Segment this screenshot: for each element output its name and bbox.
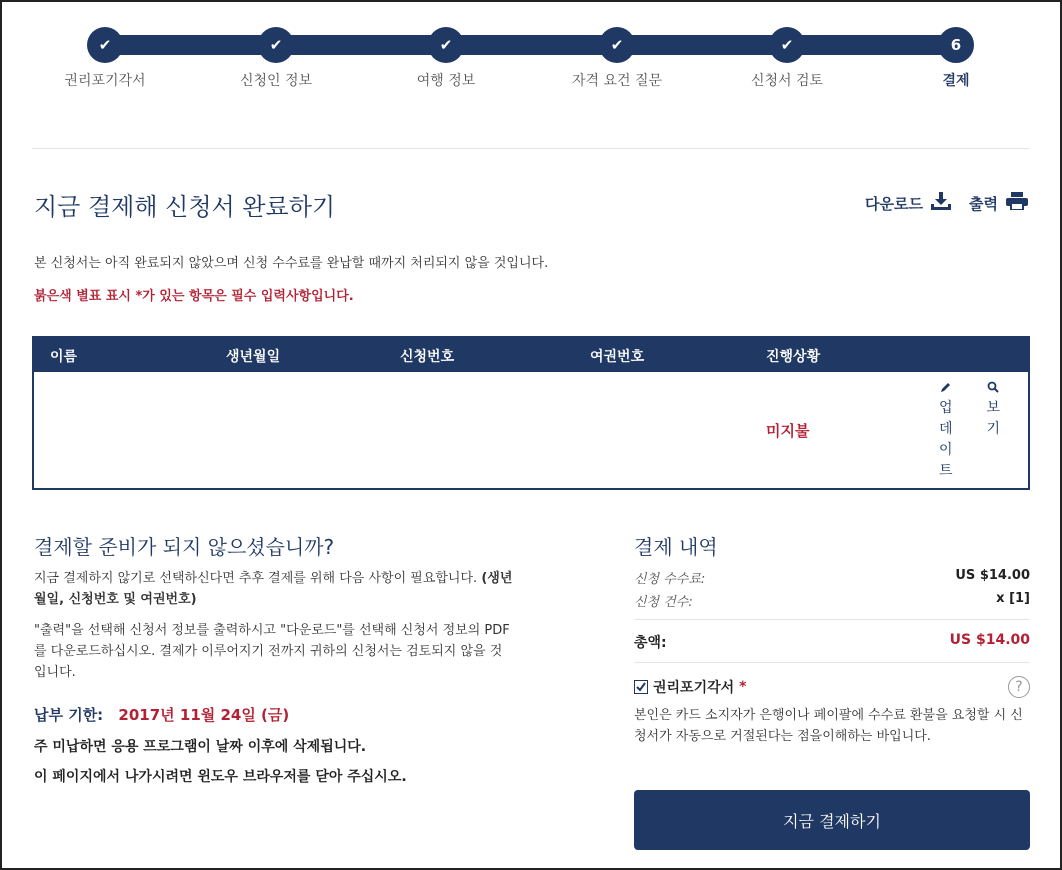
required-info-text: (생년월일, 신청번호 및 여권번호) bbox=[34, 571, 513, 607]
not-ready-text-main: 지금 결제하지 않기로 선택하신다면 추후 결제를 위해 다음 사항이 필요합니다. bbox=[34, 571, 478, 586]
update-button[interactable] bbox=[939, 380, 953, 482]
close-browser-note: 이 페이지에서 나가시려면 윈도우 브라우저를 닫아 주십시오. bbox=[34, 769, 407, 785]
checkmark-icon bbox=[635, 681, 647, 693]
step-check-icon: ✔ bbox=[258, 27, 294, 63]
column-header-name: 이름 bbox=[50, 349, 78, 365]
deletion-warning: 주 미납하면 응용 프로그램이 날짜 이후에 삭제됩니다. bbox=[34, 739, 367, 755]
step-check-icon: ✔ bbox=[428, 27, 464, 63]
toolbar bbox=[865, 192, 1028, 214]
not-ready-heading: 결제할 준비가 되지 않으셨습니까? bbox=[34, 535, 335, 559]
download-icon bbox=[931, 192, 951, 214]
applications-table bbox=[32, 336, 1030, 490]
waiver-text: 본인은 카드 소지자가 은행이나 페이팔에 수수료 환불을 요청할 시 신청서가 자동으로 거절된다는 점을이해하는 바입니다. bbox=[634, 708, 1023, 744]
step-label: 권리포기각서 bbox=[64, 73, 146, 89]
total-value: US $14.00 bbox=[949, 632, 1030, 648]
step-applicant-info[interactable] bbox=[201, 27, 351, 90]
view-label: 보 기 bbox=[986, 400, 1001, 437]
waiver-checkbox-row bbox=[634, 677, 746, 697]
status-badge: 미지불 bbox=[766, 422, 810, 440]
step-label: 결제 bbox=[942, 73, 970, 89]
fee-row bbox=[634, 568, 1030, 587]
update-label: 업 데 이 트 bbox=[939, 400, 953, 479]
divider bbox=[634, 619, 1030, 620]
table-header bbox=[34, 338, 1028, 372]
print-button[interactable] bbox=[969, 192, 1028, 214]
total-label: 총액: bbox=[634, 635, 667, 651]
count-value: x [1] bbox=[996, 591, 1030, 606]
divider bbox=[32, 148, 1030, 149]
fee-label: 신청 수수료: bbox=[634, 572, 706, 587]
incomplete-notice: 본 신청서는 아직 완료되지 않았으며 신청 수수료를 완납할 때까지 처리되지 않을 것입니다. bbox=[34, 256, 549, 271]
total-row bbox=[634, 632, 1030, 652]
step-label: 신청서 검토 bbox=[750, 73, 824, 89]
page-title: 지금 결제해 신청서 완료하기 bbox=[34, 193, 336, 221]
column-header-passport-number: 여권번호 bbox=[590, 349, 645, 365]
download-button[interactable] bbox=[865, 192, 951, 214]
required-fields-note: 붉은색 별표 표시 *가 있는 항목은 필수 입력사항입니다. bbox=[34, 289, 354, 304]
print-label: 출력 bbox=[969, 194, 998, 213]
count-row bbox=[634, 591, 1030, 610]
step-payment bbox=[881, 27, 1031, 90]
deadline-label: 납부 기한: bbox=[34, 706, 104, 724]
count-label: 신청 건수: bbox=[634, 595, 693, 610]
help-icon[interactable]: ? bbox=[1008, 676, 1030, 698]
row-actions bbox=[939, 380, 1000, 482]
column-header-status: 진행상황 bbox=[766, 349, 821, 365]
download-label: 다운로드 bbox=[865, 194, 924, 213]
step-label: 신청인 정보 bbox=[239, 73, 313, 89]
step-label: 자격 요건 질문 bbox=[571, 73, 663, 89]
column-header-application-number: 신청번호 bbox=[400, 349, 455, 365]
step-check-icon: ✔ bbox=[769, 27, 805, 63]
step-number: 6 bbox=[938, 27, 974, 63]
printer-icon bbox=[1006, 192, 1028, 214]
step-check-icon: ✔ bbox=[87, 27, 123, 63]
step-review[interactable] bbox=[712, 27, 862, 90]
not-ready-text bbox=[34, 568, 514, 610]
payment-summary-heading: 결제 내역 bbox=[634, 535, 718, 559]
view-button[interactable] bbox=[987, 380, 1001, 482]
search-icon bbox=[987, 380, 999, 394]
step-check-icon: ✔ bbox=[599, 27, 635, 63]
fee-value: US $14.00 bbox=[955, 568, 1030, 583]
payment-deadline bbox=[34, 704, 289, 725]
table-row bbox=[34, 372, 1028, 488]
pencil-icon bbox=[940, 380, 952, 394]
step-eligibility[interactable] bbox=[542, 27, 692, 90]
waiver-checkbox[interactable] bbox=[634, 680, 648, 694]
pay-now-button[interactable]: 지금 결제하기 bbox=[634, 790, 1030, 850]
step-travel-info[interactable] bbox=[371, 27, 521, 90]
required-asterisk: * bbox=[739, 679, 747, 695]
deadline-date: 2017년 11월 24일 (금) bbox=[118, 706, 290, 724]
divider bbox=[634, 662, 1030, 663]
progress-stepper bbox=[30, 22, 1030, 92]
step-label: 여행 정보 bbox=[416, 73, 476, 89]
print-download-instructions: "출력"을 선택해 신청서 정보를 출력하시고 "다운로드"를 선택해 신청서 정보의 PDF를 다운로드하십시오. 결제가 이루어지기 전까지 귀하의 신청서는 검토되지 않을 것입니다. bbox=[34, 623, 510, 680]
column-header-birthdate: 생년월일 bbox=[226, 349, 281, 365]
step-waiver[interactable] bbox=[30, 27, 180, 90]
waiver-label: 권리포기각서 bbox=[653, 680, 735, 696]
